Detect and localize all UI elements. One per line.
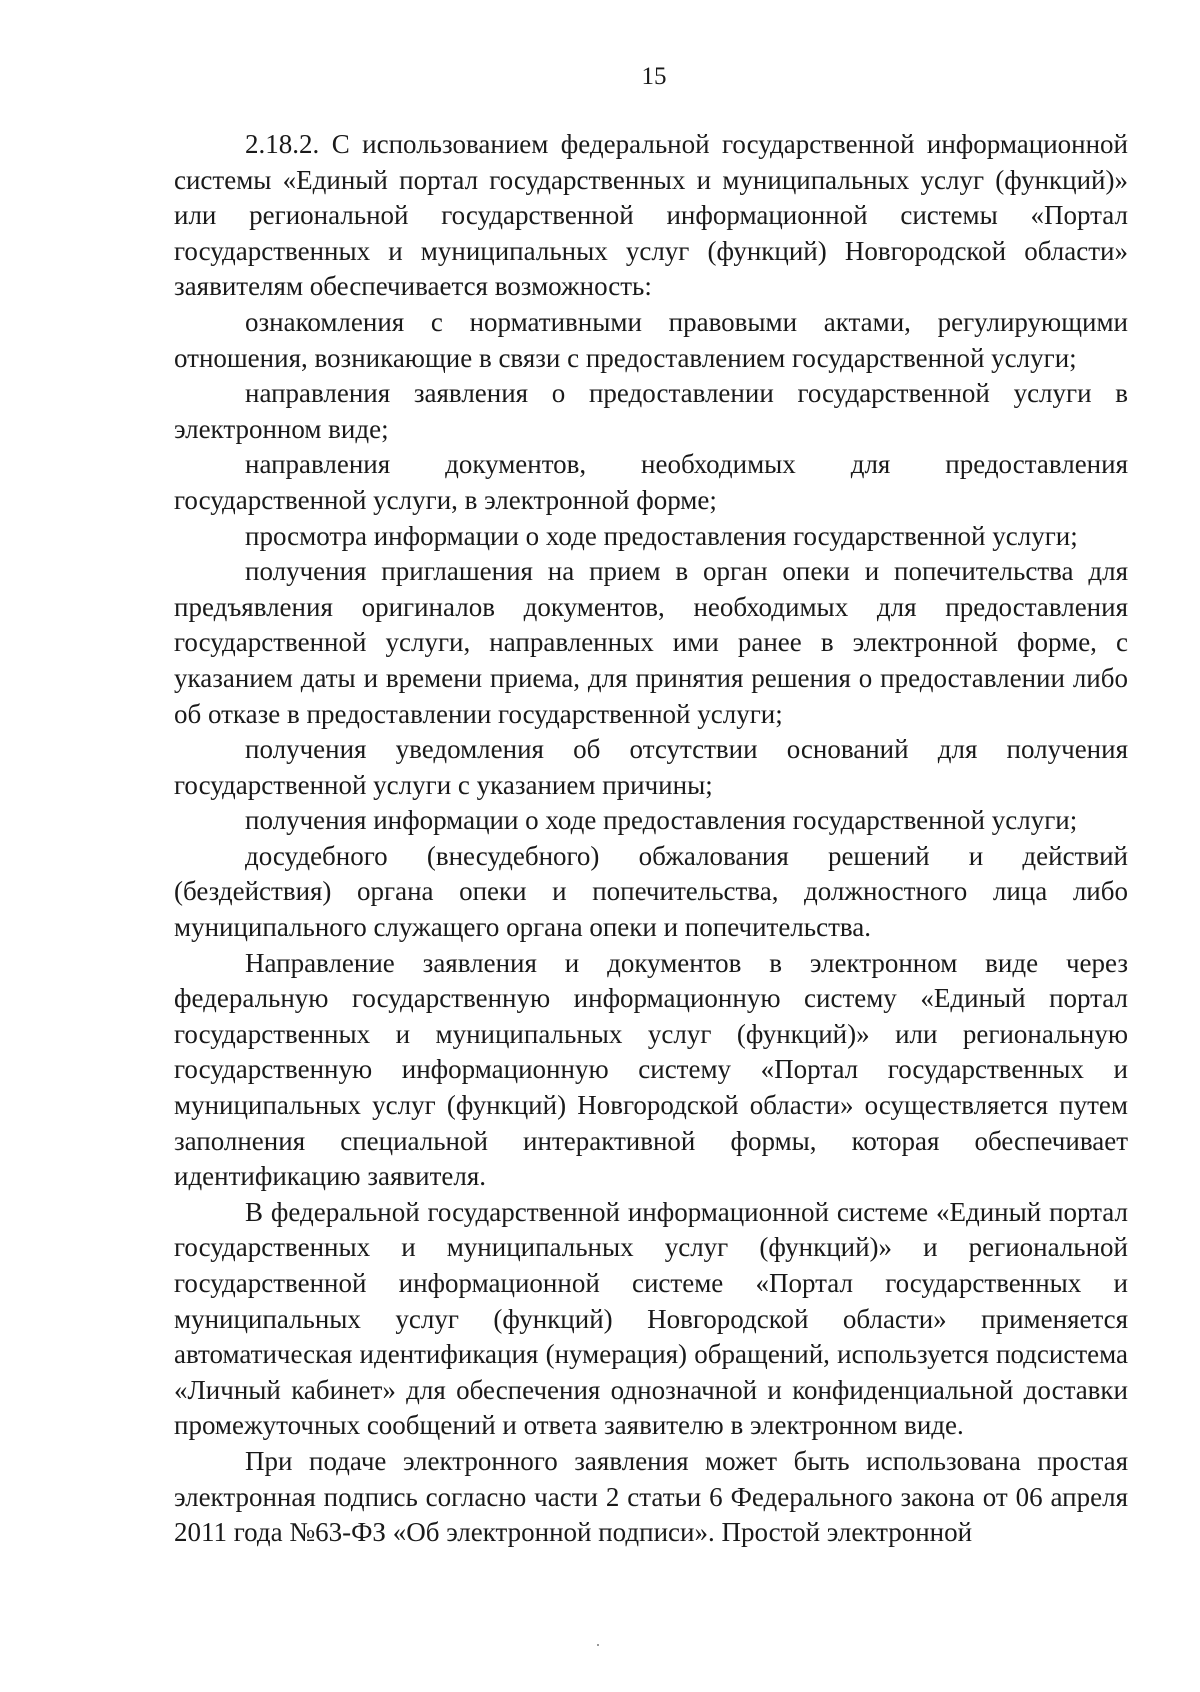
- list-item-application: направления заявления о предоставлении государственной услуги в электронном виде;: [174, 378, 1128, 444]
- list-item-appeal: досудебного (внесудебного) обжалования решений и действий (бездействия) органа опеки и попечительства, должностного лица либо муниципального служащего органа опеки и попечительства.: [174, 840, 1128, 943]
- body-text: [174, 127, 1128, 1551]
- page-number: 15: [641, 63, 667, 90]
- paragraph-signature: При подаче электронного заявления может быть использована простая электронная подпись согласно части 2 статьи 6 Федерального закона от 06 апреля 2011 года №63-ФЗ «Об электронной подписи». Простой электронной: [174, 1445, 1128, 1548]
- paragraph-2-18-2-intro: 2.18.2. С использованием федеральной государственной информационной системы «Единый портал государственных и муниципальных услуг (функций)» или региональной государственной информационной системы «Портал государственных и муниципальных услуг (функций) Новгородской области» заявителям обеспечивается возможность:: [174, 129, 1128, 302]
- list-item-progress-view: просмотра информации о ходе предоставления государственной услуги;: [245, 520, 1078, 551]
- list-item-progress-info: получения информации о ходе предоставления государственной услуги;: [245, 805, 1078, 836]
- scan-speck: [597, 1644, 599, 1646]
- list-item-notice: получения уведомления об отсутствии оснований для получения государственной услуги с указанием причины;: [174, 734, 1128, 800]
- paragraph-submission: Направление заявления и документов в электронном виде через федеральную государственную информационную систему «Единый портал государственных и муниципальных услуг (функций)» или региональную государственную информационную систему «Портал государственных и муниципальных услуг (функций) Новгородской области» осуществляется путем заполнения специальной интерактивной формы, которая обеспечивает идентификацию заявителя.: [174, 947, 1128, 1192]
- list-item-documents: направления документов, необходимых для предоставления государственной услуги, в электронной форме;: [174, 449, 1128, 515]
- paragraph-identification: В федеральной государственной информационной системе «Единый портал государственных и муниципальных услуг (функций)» и региональной государственной информационной системе «Портал государственных и муниципальных услуг (функций) Новгородской области» применяется автоматическая идентификация (нумерация) обращений, используется подсистема «Личный кабинет» для обеспечения однозначной и конфиденциальной доставки промежуточных сообщений и ответа заявителю в электронном виде.: [174, 1196, 1128, 1441]
- list-item-invitation: получения приглашения на прием в орган опеки и попечительства для предъявления оригиналов документов, необходимых для предоставления государственной услуги, направленных ими ранее в электронной форме, с указанием даты и времени приема, для принятия решения о предоставлении либо об отказе в предоставлении государственной услуги;: [174, 556, 1128, 729]
- list-item-acts: ознакомления с нормативными правовыми актами, регулирующими отношения, возникающие в связи с предоставлением государственной услуги;: [174, 306, 1128, 373]
